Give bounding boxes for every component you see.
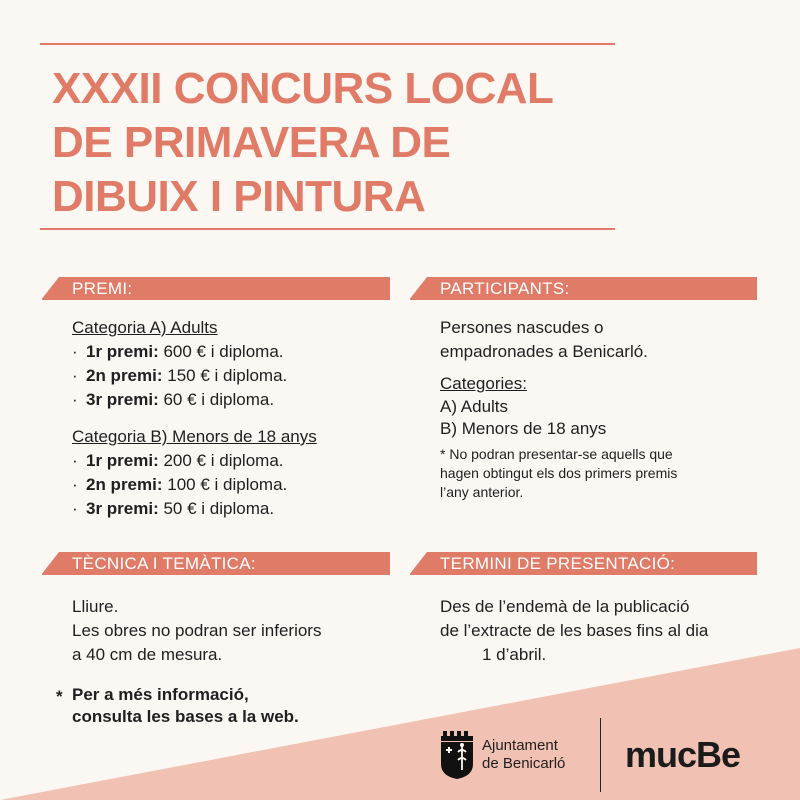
title-top-rule: [40, 43, 615, 45]
premi-a-item-2: · 2n premi: 150 € i diploma.: [72, 366, 288, 385]
tecnica-header-bar: [42, 552, 390, 575]
premi-b-item-2: · 2n premi: 100 € i diploma.: [72, 475, 288, 494]
footer-divider: [600, 718, 601, 792]
mucbe-logo: mucBe: [625, 734, 741, 775]
termini-line-3: 1 d’abril.: [482, 645, 547, 664]
participants-categories-label: Categories:: [440, 374, 527, 393]
title-line-2: DE PRIMAVERA DE: [52, 118, 451, 167]
premi-b-item-1: · 1r premi: 200 € i diploma.: [72, 451, 284, 470]
termini-section: [440, 595, 708, 667]
ajuntament-line-1: Ajuntament: [482, 737, 558, 754]
termini-header-bar: [410, 552, 757, 575]
participants-note-line-2: hagen obtingut els dos primers premis: [440, 465, 678, 481]
ajuntament-line-2: de Benicarló: [482, 755, 566, 772]
participants-note-line-3: l’any anterior.: [440, 484, 524, 500]
termini-line-2: de l’extracte de les bases fins al dia: [440, 621, 709, 640]
premi-a-item-3: · 3r premi: 60 € i diploma.: [72, 390, 275, 409]
termini-header: TERMINI DE PRESENTACIÓ:: [440, 554, 676, 573]
more-info-line-2: consulta les bases a la web.: [72, 707, 299, 726]
participants-header: PARTICIPANTS:: [440, 279, 570, 298]
title-line-3: DIBUIX I PINTURA: [52, 172, 426, 221]
page-title: [52, 62, 553, 224]
participants-note-line-1: * No podran presentar-se aquells que: [440, 446, 673, 462]
coat-of-arms-icon: [440, 730, 474, 780]
participants-category-b: B) Menors de 18 anys: [440, 419, 607, 438]
premi-category-a: Categoria A) Adults: [72, 318, 218, 337]
ajuntament-logo: [440, 730, 565, 780]
title-line-1: XXXII CONCURS LOCAL: [52, 64, 554, 113]
tecnica-header: TÈCNICA I TEMÀTICA:: [72, 554, 256, 573]
premi-header: PREMI:: [72, 279, 133, 298]
participants-header-bar: [410, 277, 757, 300]
tecnica-line-3: a 40 cm de mesura.: [72, 645, 223, 664]
more-info-star: *: [56, 687, 63, 706]
premi-section: [72, 316, 317, 521]
premi-category-b: Categoria B) Menors de 18 anys: [72, 427, 317, 446]
participants-line-1: Persones nascudes o: [440, 318, 604, 337]
premi-header-bar: [42, 277, 390, 300]
premi-a-item-1: · 1r premi: 600 € i diploma.: [72, 342, 284, 361]
premi-b-item-3: · 3r premi: 50 € i diploma.: [72, 499, 275, 518]
participants-line-2: empadronades a Benicarló.: [440, 342, 648, 361]
more-info-line-1: Per a més informació,: [72, 685, 249, 704]
tecnica-line-1: Lliure.: [72, 597, 119, 616]
tecnica-line-2: Les obres no podran ser inferiors: [72, 621, 322, 640]
termini-line-1: Des de l’endemà de la publicació: [440, 597, 690, 616]
participants-note: [440, 445, 677, 502]
participants-section: [440, 316, 677, 502]
title-bottom-rule: [40, 228, 615, 230]
tecnica-section: [72, 595, 321, 667]
participants-category-a: A) Adults: [440, 397, 509, 416]
more-info: [56, 684, 299, 728]
ajuntament-name: [482, 737, 565, 773]
